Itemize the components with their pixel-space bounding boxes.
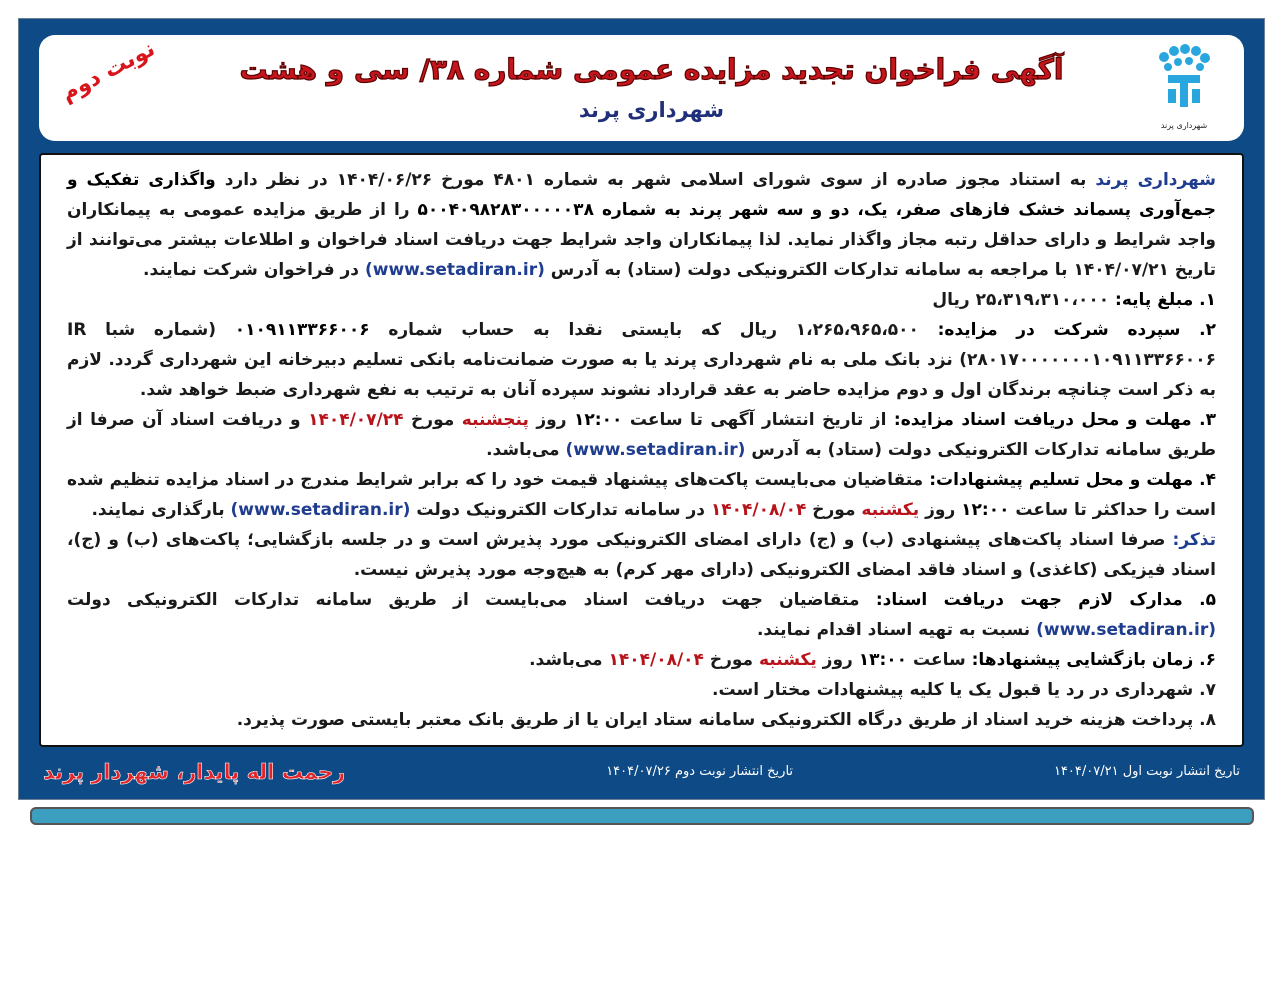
item-label: ۴. مهلت و محل تسلیم پیشنهادات:: [923, 470, 1216, 490]
mayor-signature: رحمت اله پایدار، شهردار پرند: [43, 760, 346, 784]
municipality-logo: [1124, 35, 1244, 141]
text: به استناد مجوز صادره از سوی شورای اسلامی شهر به شماره ۴۸۰۱ مورخ ۱۴۰۴/۰۶/۲۶ در نظر دارد: [215, 170, 1096, 190]
day: پنجشنبه: [461, 410, 529, 430]
day: یکشنبه: [861, 500, 920, 520]
date: ۱۴۰۴/۰۷/۲۴: [308, 410, 404, 430]
item-4: [67, 465, 1216, 525]
bottom-strip: [30, 807, 1254, 825]
item-7: ۷. شهرداری در رد یا قبول یک یا کلیه پیشنهادات مختار است.: [712, 680, 1216, 700]
item-label: ۶. زمان بازگشایی پیشنهادها:: [965, 650, 1216, 670]
date: ۱۴۰۴/۰۸/۰۴: [608, 650, 704, 670]
round-area: [39, 35, 179, 141]
text: و دریافت اسناد آن صرفا از طریق سامانه تدارکات الکترونیکی دولت (ستاد) به آدرس: [67, 410, 1216, 460]
logo-text: شهرداری پرند: [1160, 121, 1208, 130]
time: ۱۳:۰۰: [858, 650, 908, 670]
date: ۱۴۰۴/۰۸/۰۴: [710, 500, 807, 520]
text: در سامانه تدارکات الکترونیک دولت: [410, 500, 711, 520]
ad-title: آگهی فراخوان تجدید مزایده عمومی شماره ۳۸/ سی و هشت: [239, 53, 1064, 86]
item-label: ۲. سپرده شرکت در مزایده:: [918, 320, 1216, 340]
text: مورخ: [806, 500, 862, 520]
text: می‌باشد.: [529, 650, 609, 670]
text: ساعت: [907, 650, 966, 670]
round-label: نوبت دوم: [57, 36, 160, 107]
time: ۱۲:۰۰: [574, 410, 623, 430]
text: صرفا اسناد پاکت‌های پیشنهادی (ب) و (ج) دارای امضای الکترونیکی مورد پذیرش است و در جلسه بازگشایی؛ پاکت‌های (ب) و (ج)، اسناد فیزیکی (کاغذی) و اسناد فاقد امضای الکترونیکی (دارای مهر کرم) به هیچ‌وجه مورد پذیرش نیست.: [67, 530, 1216, 580]
item-2: [67, 315, 1216, 405]
text: (شماره شبا IR ۲۸۰۱۷۰۰۰۰۰۰۰۱۰۹۱۱۳۳۶۶۰۰۶) نزد بانک ملی به نام شهرداری پرند یا به صورت ضمانت‌نامه بانکی تسلیم دبیرخانه این شهرداری گردد. لازم به ذکر است چنانچه برندگان اول و دوم مزایده حاضر به عقد قرارداد نشوند سپرده آنان به ترتیب به نفع شهرداری ضبط خواهد شد.: [67, 320, 1216, 400]
text: در فراخوان شرکت نمایند.: [143, 260, 365, 280]
setad-link[interactable]: (www.setadiran.ir): [565, 440, 746, 460]
base-price: ۲۵،۳۱۹،۳۱۰،۰۰۰ ریال: [932, 290, 1110, 310]
item-5: [67, 585, 1216, 645]
text: متقاضیان جهت دریافت اسناد می‌بایست از طریق سامانه تدارکات الکترونیکی دولت: [67, 590, 860, 610]
text: از تاریخ انتشار آگهی تا ساعت: [622, 410, 887, 430]
ad-subtitle: شهرداری پرند: [578, 98, 725, 122]
setad-link[interactable]: (www.setadiran.ir): [364, 260, 545, 280]
text: بارگذاری نمایند.: [91, 500, 231, 520]
day: یکشنبه: [759, 650, 817, 670]
text: نسبت به تهیه اسناد اقدام نمایند.: [756, 620, 1037, 640]
ad-footer: [39, 747, 1244, 799]
note: [67, 525, 1216, 585]
setad-link[interactable]: (www.setadiran.ir): [1036, 620, 1216, 640]
text: متقاضیان می‌بایست پاکت‌های پیشنهاد قیمت خود را که برابر شرایط مندرج در اسناد مزایده تنظیم شده است را حداکثر تا ساعت: [67, 470, 1216, 520]
item-1: [67, 285, 1216, 315]
text: مورخ: [403, 410, 462, 430]
ad-body: [39, 153, 1244, 747]
org-name: شهرداری پرند: [1095, 170, 1217, 190]
item-label: ۵. مدارک لازم جهت دریافت اسناد:: [859, 590, 1216, 610]
text: روز: [919, 500, 962, 520]
title-area: [179, 35, 1124, 141]
setad-link[interactable]: (www.setadiran.ir): [230, 500, 411, 520]
item-label: ۳. مهلت و محل دریافت اسناد مزایده:: [886, 410, 1216, 430]
account-number: ۰۱۰۹۱۱۳۳۶۶۰۰۶: [234, 320, 370, 340]
text: مورخ: [703, 650, 759, 670]
text: روز: [816, 650, 859, 670]
ad-header: [39, 35, 1244, 141]
item-3: [67, 405, 1216, 465]
item-label: ۱. مبلغ پایه:: [1109, 290, 1216, 310]
item-8: ۸. پرداخت هزینه خرید اسناد از طریق درگاه الکترونیکی سامانه ستاد ایران یا از طریق بانک معتبر بایستی صورت پذیرد.: [236, 710, 1216, 730]
municipality-logo-icon: [1154, 43, 1214, 115]
text: را از طریق مزایده عمومی به پیمانکاران واجد شرایط و دارای حداقل رتبه مجاز واگذار نماید. لذا پیمانکاران واجد شرایط جهت دریافت اسناد فراخوان و اطلاعات بیشتر می‌توانند از تاریخ ۱۴۰۴/۰۷/۲۱ با مراجعه به سامانه تدارکات الکترونیکی دولت (ستاد) به آدرس: [67, 200, 1216, 280]
ad-frame: [18, 18, 1265, 800]
text: ۱،۲۶۵،۹۶۵،۵۰۰ ریال که بایستی نقدا به حساب شماره: [369, 320, 919, 340]
text: می‌باشد.: [486, 440, 566, 460]
first-publish-date: تاریخ انتشار نوبت اول ۱۴۰۴/۰۷/۲۱: [1053, 764, 1240, 779]
intro-paragraph: [67, 165, 1216, 285]
note-label: تذکر:: [1165, 530, 1216, 550]
second-publish-date: تاریخ انتشار نوبت دوم ۱۴۰۴/۰۷/۲۶: [606, 764, 794, 779]
item-6: [67, 645, 1216, 675]
auction-subject: واگذاری تفکیک و جمع‌آوری پسماند خشک فازهای صفر، یک، دو و سه شهر پرند به شماره ۵۰۰۴۰۹۸۲۸۳۰۰۰۰۰۳۸: [67, 170, 1216, 220]
time: ۱۲:۰۰: [961, 500, 1010, 520]
text: روز: [528, 410, 575, 430]
